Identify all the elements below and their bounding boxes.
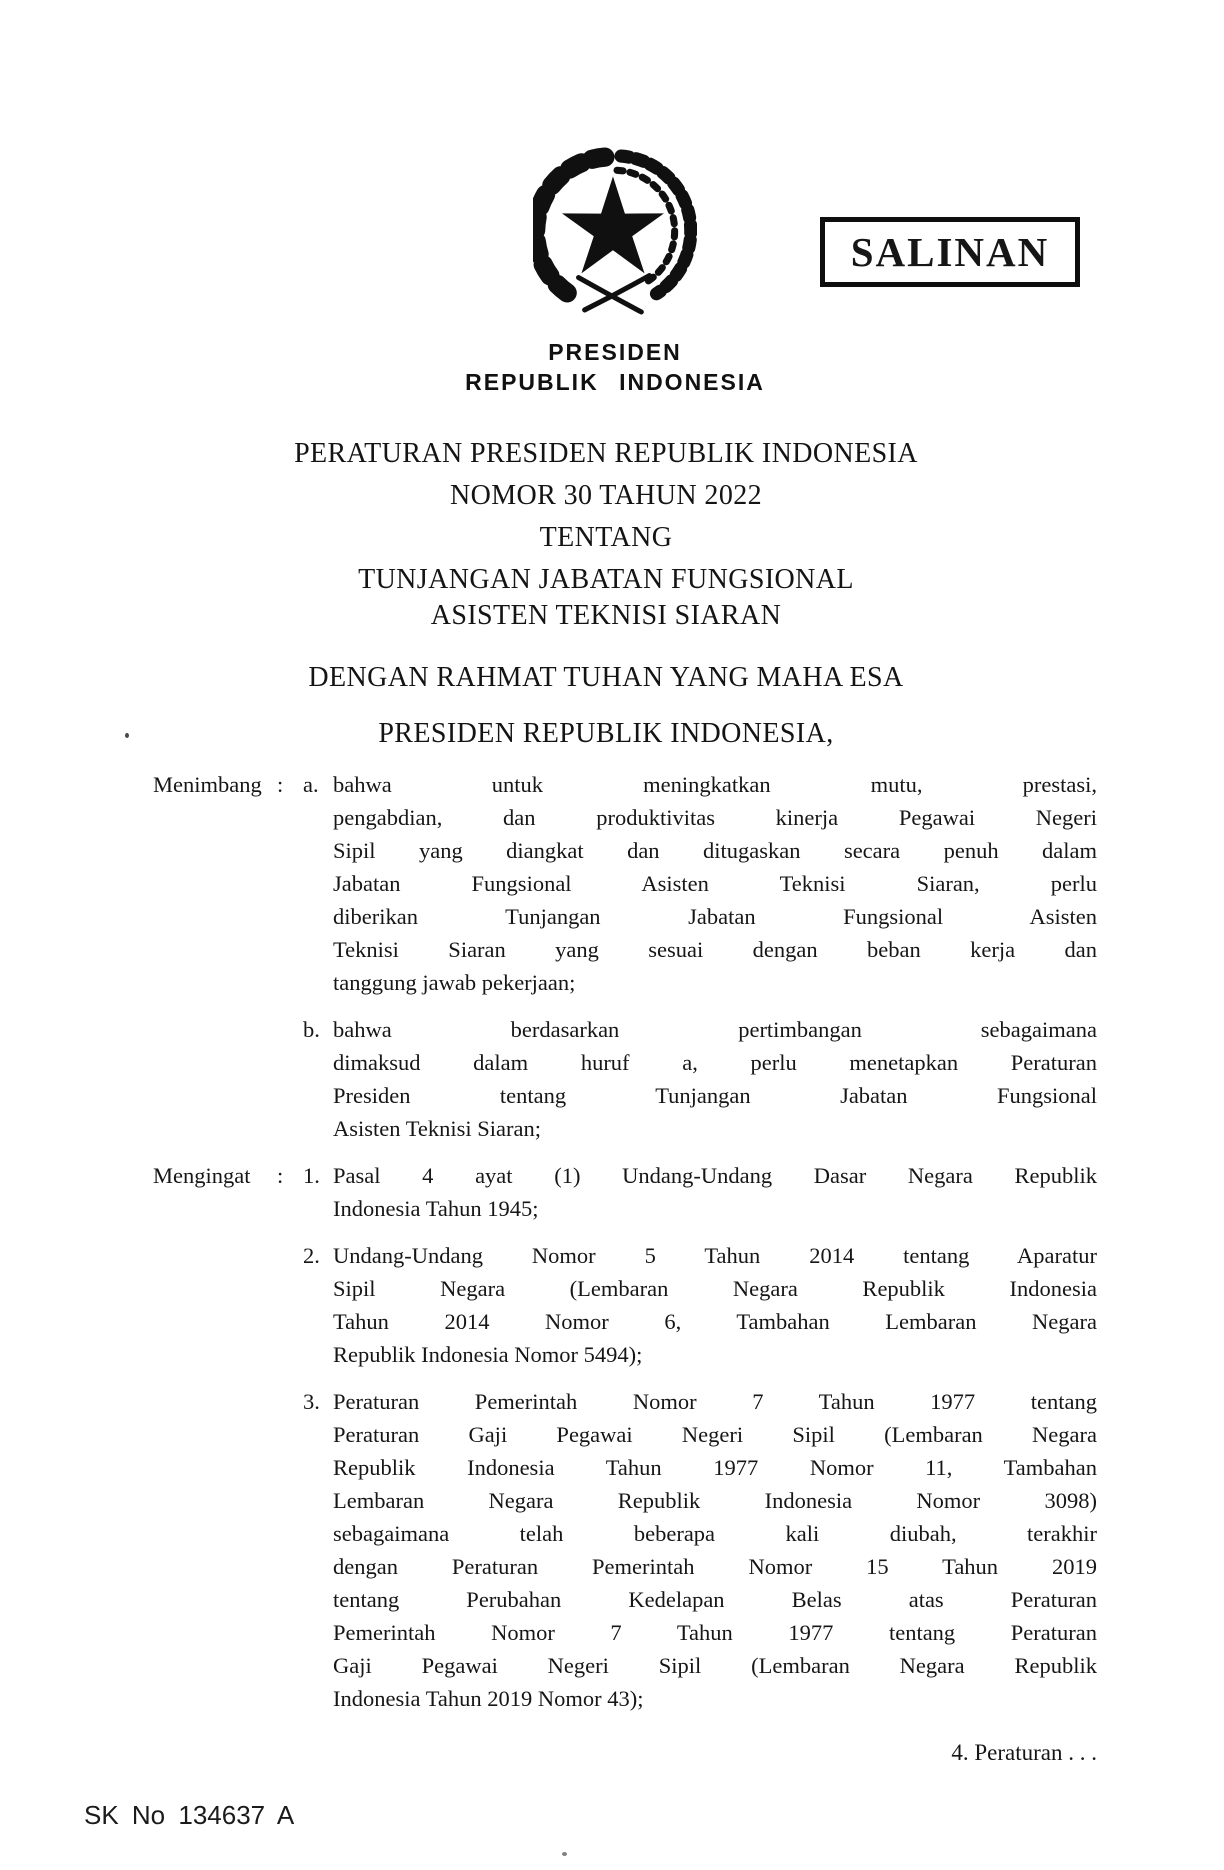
paragraph-text: Pasal 4 ayat (1) Undang-Undang Dasar Negara Republik Indonesia Tahun 1945; <box>333 1163 1097 1221</box>
colon-separator: : <box>277 1163 284 1188</box>
letterhead-republik-indonesia: REPUBLIK INDONESIA <box>465 369 765 395</box>
national-emblem <box>533 146 697 316</box>
list-marker: 2. <box>303 1243 320 1268</box>
paragraph-text: bahwa berdasarkan pertimbangan sebagaimana dimaksud dalam huruf a, perlu menetapkan Peraturan Presiden tentang Tunjangan Jabatan Fungsional Asisten Teknisi Siaran; <box>333 1017 1097 1141</box>
doc-number: SK No 134637 A <box>84 1800 295 1830</box>
colon-separator: : <box>277 772 284 797</box>
title-number: NOMOR 30 TAHUN 2022 <box>449 480 763 511</box>
list-marker: a. <box>303 772 319 797</box>
catchword: 4. Peraturan . . . <box>951 1740 1097 1765</box>
authority-line: PRESIDEN REPUBLIK INDONESIA, <box>378 718 834 749</box>
star-wreath-icon <box>533 146 697 316</box>
invocation-line: DENGAN RAHMAT TUHAN YANG MAHA ESA <box>308 662 904 693</box>
mengingat-item-2 <box>153 1239 1097 1371</box>
section-label-mengingat: Mengingat <box>153 1163 251 1188</box>
menimbang-item-b <box>153 1013 1097 1145</box>
title-regulation: PERATURAN PRESIDEN REPUBLIK INDONESIA <box>294 438 918 469</box>
scan-speck <box>125 733 129 738</box>
title-subject-line1: TUNJANGAN JABATAN FUNGSIONAL <box>358 564 854 595</box>
paragraph-text: Peraturan Pemerintah Nomor 7 Tahun 1977 tentang Peraturan Gaji Pegawai Negeri Sipil (Lembaran Negara Republik Indonesia Tahun 1977 Nomor 11, Tambahan Lembaran Negara Republik Indonesia Nomor 3098) sebagaimana telah beberapa kali diubah, terakhir dengan Peraturan Pemerintah Nomor 15 Tahun 2019 tentang Perubahan Kedelapan Belas atas Peraturan Pemerintah Nomor 7 Tahun 1977 tentang Peraturan Gaji Pegawai Negeri Sipil (Lembaran Negara Republik Indonesia Tahun 2019 Nomor 43); <box>333 1389 1097 1711</box>
title-subject-line2: ASISTEN TEKNISI SIARAN <box>430 600 782 631</box>
list-marker: 1. <box>303 1163 320 1188</box>
salinan-label: SALINAN <box>850 229 1050 275</box>
letterhead <box>0 337 1224 397</box>
scan-speck <box>562 1852 567 1856</box>
section-label-menimbang: Menimbang <box>153 772 262 797</box>
paragraph-text: bahwa untuk meningkatkan mutu, prestasi, pengabdian, dan produktivitas kinerja Pegawai Negeri Sipil yang diangkat dan ditugaskan secara penuh dalam Jabatan Fungsional Asisten Teknisi Siaran, perlu diberikan Tunjangan Jabatan Fungsional Asisten Teknisi Siaran yang sesuai dengan beban kerja dan tanggung jawab pekerjaan; <box>333 772 1097 995</box>
mengingat-item-3 <box>153 1385 1097 1715</box>
mengingat-item-1 <box>153 1159 1097 1225</box>
list-marker: 3. <box>303 1389 320 1414</box>
title-tentang: TENTANG <box>539 522 673 553</box>
salinan-stamp <box>820 217 1080 287</box>
preamble-body <box>153 768 1097 1715</box>
letterhead-presiden: PRESIDEN <box>548 339 682 365</box>
paragraph-text: Undang-Undang Nomor 5 Tahun 2014 tentang Aparatur Sipil Negara (Lembaran Negara Republik Indonesia Tahun 2014 Nomor 6, Tambahan Lembaran Negara Republik Indonesia Nomor 5494); <box>333 1243 1097 1367</box>
menimbang-item-a <box>153 768 1097 999</box>
list-marker: b. <box>303 1017 320 1042</box>
